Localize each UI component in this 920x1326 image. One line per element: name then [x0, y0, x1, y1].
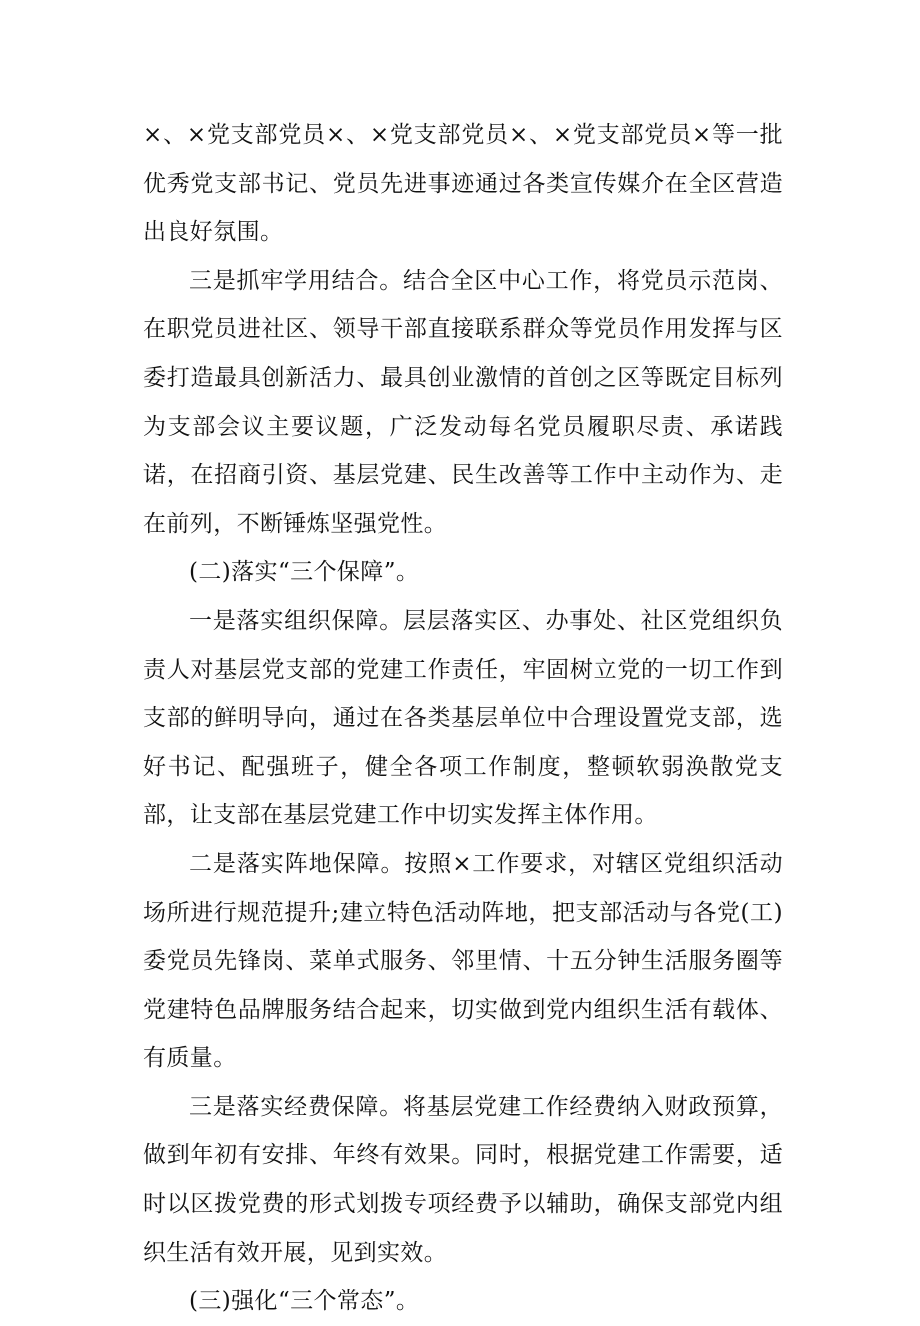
document-body — [143, 111, 783, 1326]
paragraph-position-guarantee: 二是落实阵地保障。按照×工作要求，对辖区党组织活动场所进行规范提升;建立特色活动阵地，把支部活动与各党(工)委党员先锋岗、菜单式服务、邻里情、十五分钟生活服务圈等党建特色品牌服务结合起来，切实做到党内组织生活有载体、有质量。 — [143, 850, 783, 1072]
section-heading-guarantees: (二)落实“三个保障”。 — [189, 559, 420, 586]
paragraph-study-application: 三是抓牢学用结合。结合全区中心工作，将党员示范岗、在职党员进社区、领导干部直接联系群众等党员作用发挥与区委打造最具创新活力、最具创业激情的首创之区等既定目标列为支部会议主要议题，广泛发动每名党员履职尽责、承诺践诺，在招商引资、基层党建、民生改善等工作中主动作为、走在前列，不断锤炼坚强党性。 — [143, 267, 783, 537]
paragraph-funding-guarantee: 三是落实经费保障。将基层党建工作经费纳入财政预算，做到年初有安排、年终有效果。同时，根据党建工作需要，适时以区拨党费的形式划拨专项经费予以辅助，确保支部党内组织生活有效开展，见到实效。 — [143, 1093, 783, 1266]
paragraph-organization-guarantee: 一是落实组织保障。层层落实区、办事处、社区党组织负责人对基层党支部的党建工作责任，牢固树立党的一切工作到支部的鲜明导向，通过在各类基层单位中合理设置党支部，选好书记、配强班子，健全各项工作制度，整顿软弱涣散党支部，让支部在基层党建工作中切实发挥主体作用。 — [143, 607, 783, 829]
paragraph-continuation: ×、×党支部党员×、×党支部党员×、×党支部党员×等一批优秀党支部书记、党员先进事迹通过各类宣传媒介在全区营造出良好氛围。 — [143, 122, 783, 246]
section-heading-normalization: (三)强化“三个常态”。 — [189, 1288, 420, 1315]
